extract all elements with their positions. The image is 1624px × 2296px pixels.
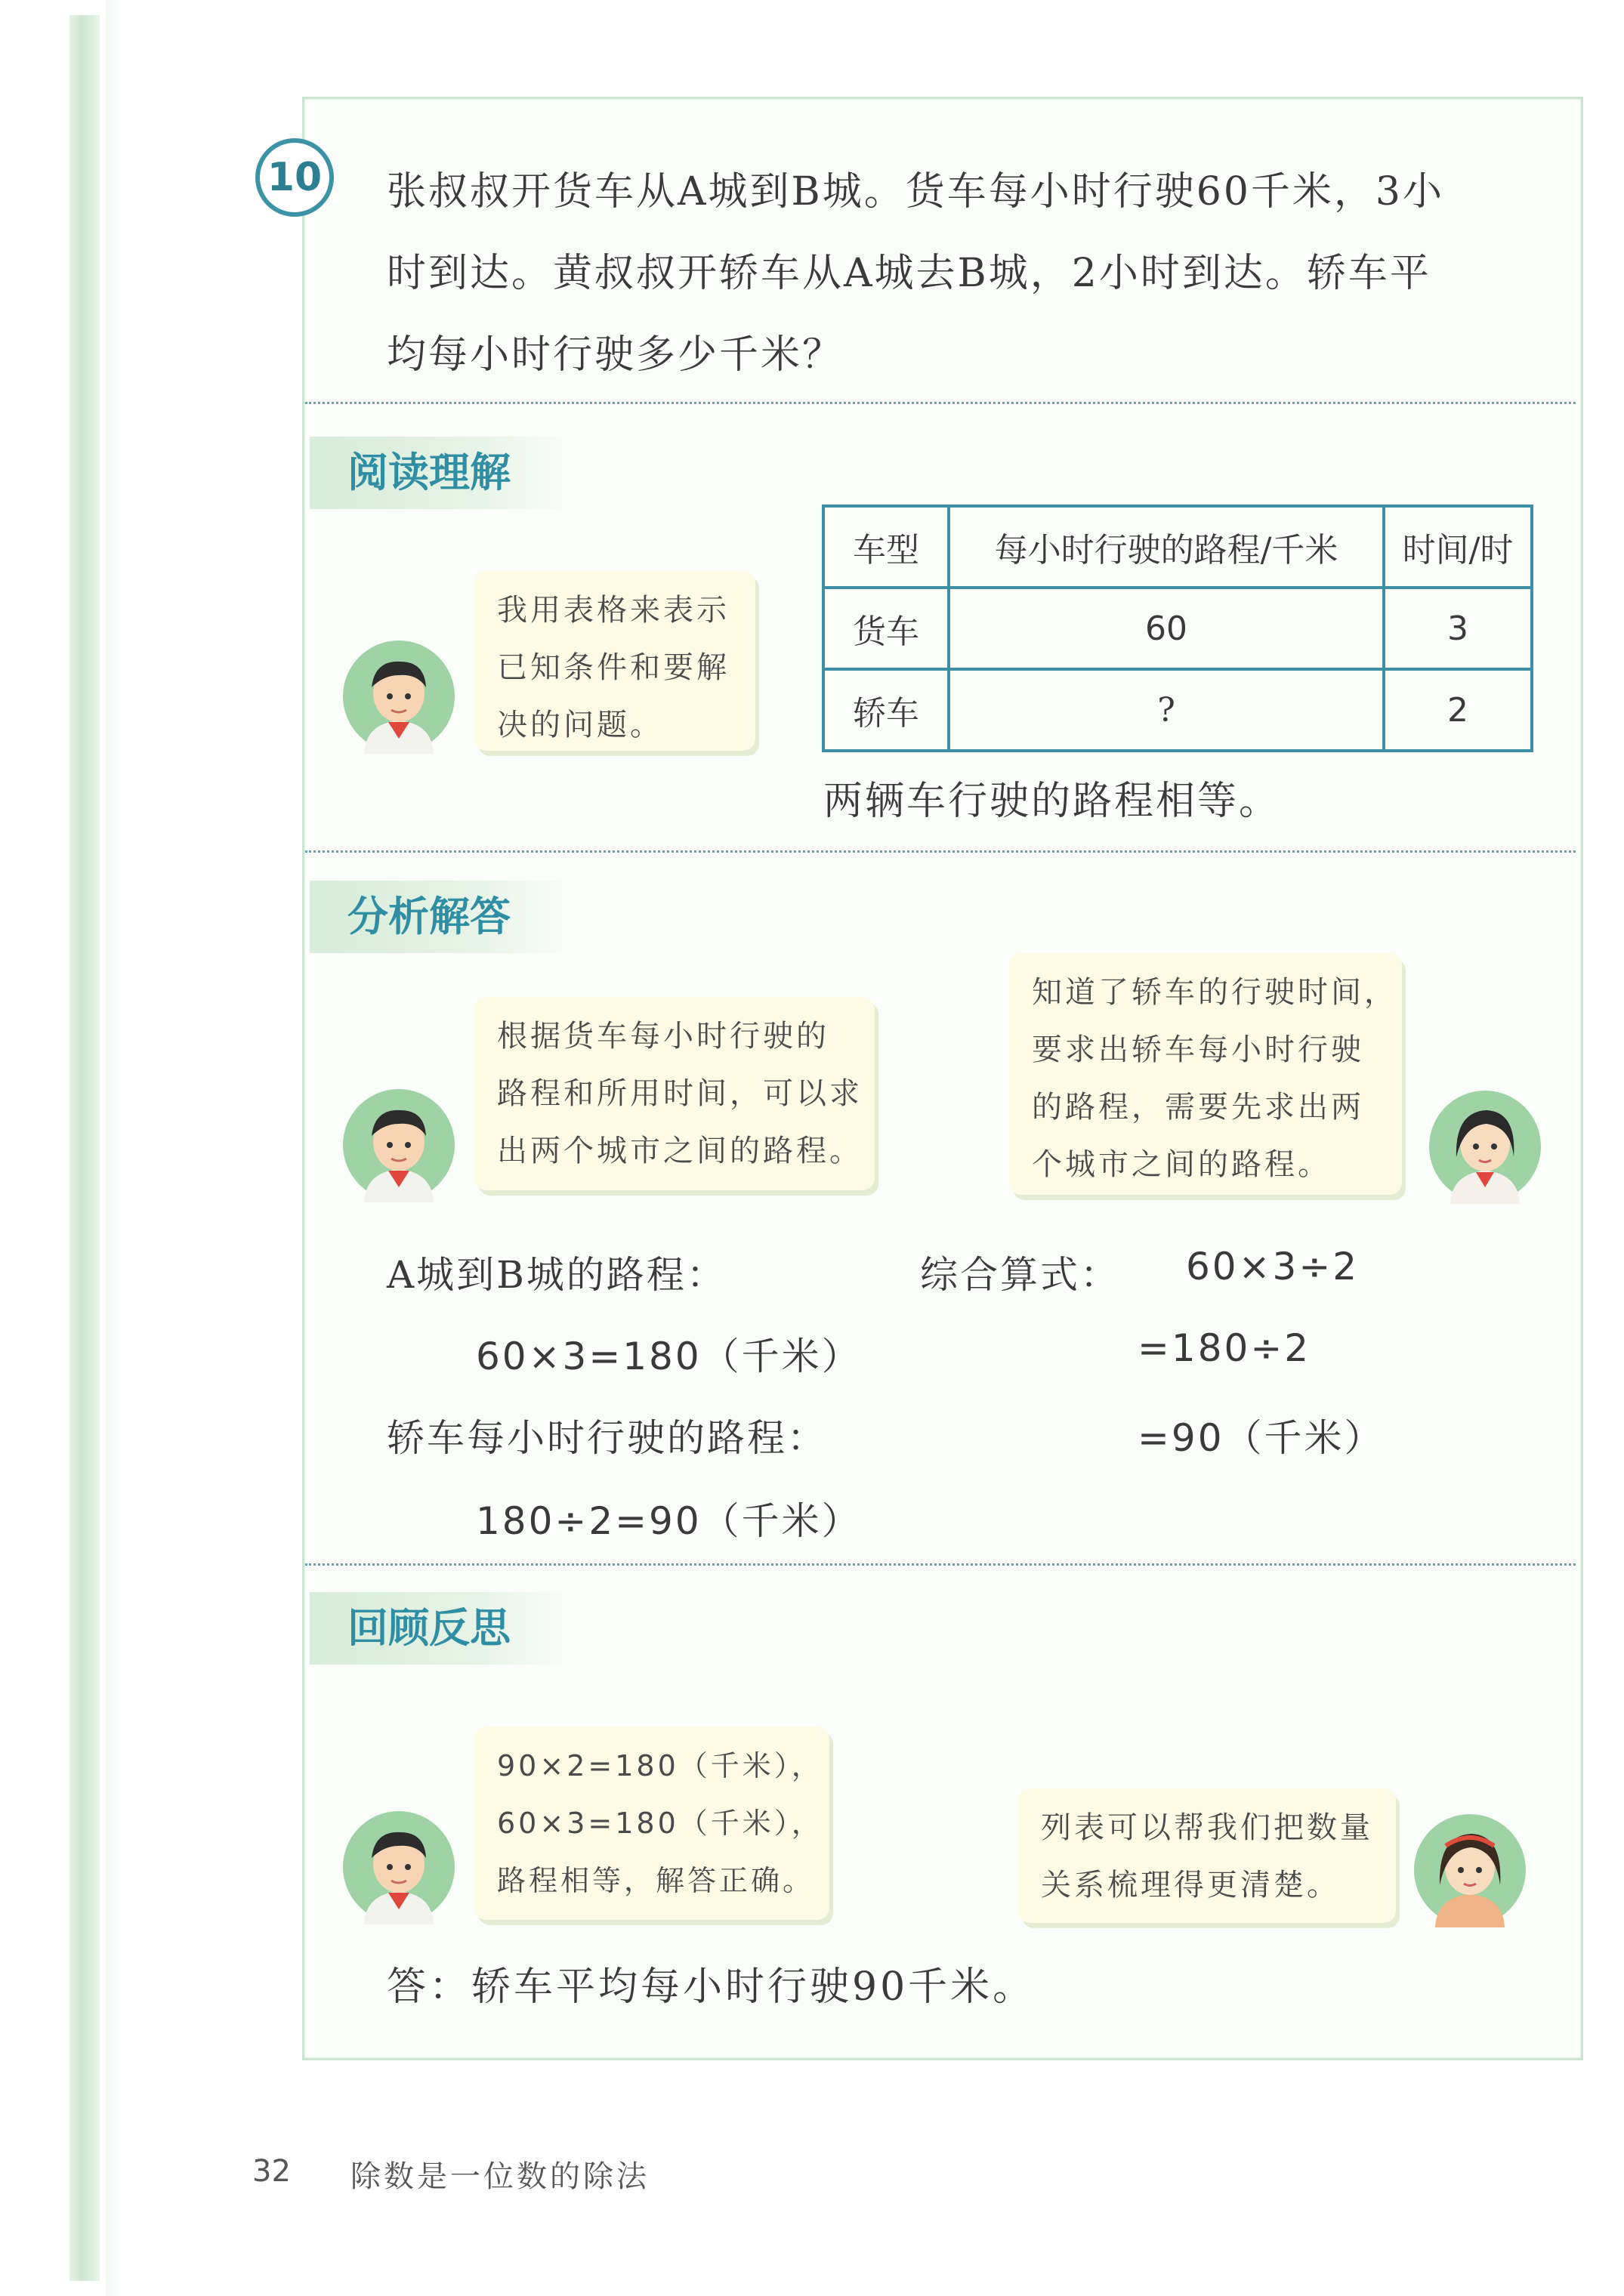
problem-line: 张叔叔开货车从A城到B城。货车每小时行驶60千米，3小 <box>387 169 1445 214</box>
table-cell: 2 <box>1384 669 1532 751</box>
section-heading-review: 回顾反思 <box>310 1592 574 1665</box>
section-divider <box>305 402 1576 404</box>
section-divider <box>305 850 1576 853</box>
speech-bubble-review-boy <box>474 1727 829 1920</box>
combined-label: 综合算式： <box>920 1253 1120 1297</box>
boy-avatar-icon <box>341 1810 456 1924</box>
boy-avatar-icon <box>341 639 456 754</box>
step2-label: 轿车每小时行驶的路程： <box>387 1416 827 1460</box>
girl-avatar-icon <box>1413 1813 1527 1927</box>
table-row <box>823 588 1532 669</box>
bubble-line: 60×3=180（千米）， <box>497 1807 823 1840</box>
page-edge <box>106 0 119 2296</box>
section-heading-analysis: 分析解答 <box>310 881 574 953</box>
bubble-line: 关系梳理得更清楚。 <box>1041 1868 1340 1903</box>
table-row <box>823 669 1532 751</box>
speech-bubble-boy <box>474 997 875 1190</box>
bubble-line: 我用表格来表示 <box>497 593 730 628</box>
bubble-line: 个城市之间的路程。 <box>1032 1147 1331 1182</box>
problem-line: 均每小时行驶多少千米？ <box>387 332 844 378</box>
page-number: 32 <box>252 2154 291 2189</box>
bubble-line: 根据货车每小时行驶的 <box>497 1019 829 1054</box>
bubble-line: 列表可以帮我们把数量 <box>1041 1810 1373 1845</box>
bubble-line: 路程相等，解答正确。 <box>497 1864 815 1897</box>
combined-line: 60×3÷2 <box>1186 1245 1360 1288</box>
table-header-cell: 时间/时 <box>1384 506 1532 588</box>
bubble-line: 已知条件和要解 <box>497 650 730 685</box>
table-header-cell: 每小时行驶的路程/千米 <box>949 506 1384 588</box>
bubble-line: 决的问题。 <box>497 708 663 742</box>
bubble-line: 知道了轿车的行驶时间， <box>1032 975 1397 1010</box>
bubble-line: 的路程，需要先求出两 <box>1032 1090 1364 1125</box>
info-table <box>822 505 1533 752</box>
combined-line: =180÷2 <box>1138 1326 1311 1370</box>
boy-avatar-icon <box>341 1088 456 1202</box>
girl-avatar-icon <box>1428 1089 1542 1204</box>
book-spine <box>69 15 100 2281</box>
combined-line: =90（千米） <box>1138 1416 1385 1460</box>
table-header-row <box>823 506 1532 588</box>
problem-text <box>387 151 1565 396</box>
section-divider <box>305 1563 1576 1566</box>
bubble-line: 出两个城市之间的路程。 <box>497 1134 863 1168</box>
chapter-title: 除数是一位数的除法 <box>350 2159 650 2194</box>
bubble-line: 要求出轿车每小时行驶 <box>1032 1032 1364 1067</box>
speech-bubble-girl <box>1009 953 1402 1195</box>
speech-bubble-reading <box>474 571 755 751</box>
section-heading-reading: 阅读理解 <box>310 437 574 509</box>
step2-formula: 180÷2=90（千米） <box>476 1499 862 1543</box>
step1-label: A城到B城的路程： <box>387 1253 727 1297</box>
step1-formula: 60×3=180（千米） <box>476 1335 862 1378</box>
problem-line: 时到达。黄叔叔开轿车从A城去B城，2小时到达。轿车平 <box>387 251 1431 296</box>
speech-bubble-review-girl <box>1018 1788 1396 1923</box>
bubble-line: 90×2=180（千米）， <box>497 1749 823 1782</box>
table-cell: 货车 <box>823 588 949 669</box>
table-header-cell: 车型 <box>823 506 949 588</box>
table-cell: 60 <box>949 588 1384 669</box>
bubble-line: 路程和所用时间，可以求 <box>497 1076 863 1111</box>
final-answer: 答：轿车平均每小时行驶90千米。 <box>387 1964 1036 2010</box>
table-cell: 轿车 <box>823 669 949 751</box>
problem-number: 10 <box>267 155 323 200</box>
problem-number-badge <box>255 138 334 217</box>
table-cell: 3 <box>1384 588 1532 669</box>
table-note: 两辆车行驶的路程相等。 <box>823 779 1281 824</box>
table-cell: ? <box>949 669 1384 751</box>
